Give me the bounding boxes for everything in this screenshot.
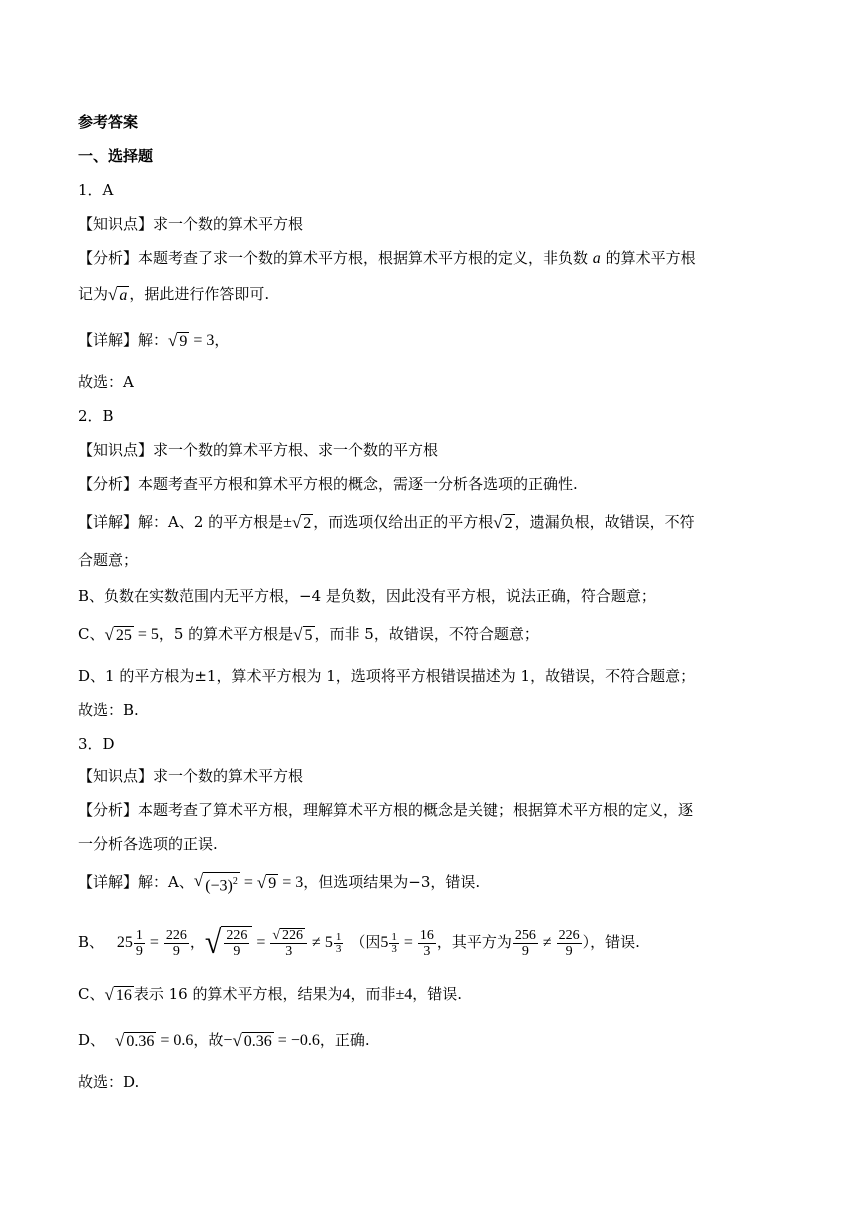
not-equal-2: ≠ [538, 934, 556, 951]
paren-open: （因 [350, 933, 381, 951]
q3-a-eq: = [239, 874, 257, 892]
q1-detail-label: 【详解】解： [78, 331, 169, 349]
q2-c-text: ，5 的算术平方根是 [158, 625, 294, 643]
q1-analysis-var: a [592, 250, 601, 267]
fraction-256-9: $\frac{256}{9}$ [514, 927, 536, 959]
q2-c-result: = 5 [133, 626, 159, 643]
q2-number: 2．B [78, 407, 114, 425]
q3-c-text: 表示 16 的算术平方根，结果为 [133, 985, 343, 1003]
q3-d-label: D、 [78, 1031, 106, 1049]
sqrt-fraction-226-9: √ $\frac{226}{9}$ [205, 926, 252, 960]
eq-sign-2: = [252, 934, 270, 951]
q2-detail-line2: 合题意； [78, 551, 139, 569]
q3-option-b [78, 922, 640, 963]
q3-c-value: 4 [342, 986, 351, 1003]
fraction-1-9: $\frac{1}{9}$ [135, 927, 143, 959]
fraction-1-3-b: $\frac{1}{3}$ [391, 930, 397, 955]
q1-analysis-line2 [78, 284, 269, 304]
q3-b-end: ），错误. [582, 933, 640, 951]
mixed-whole: 25 [116, 934, 133, 951]
square-text: ，其平方为 [436, 933, 512, 951]
fraction-1-3: $\frac{1}{3}$ [335, 930, 342, 955]
q1-analysis-text-a: 【分析】本题考查了求一个数的算术平方根，根据算术平方根的定义，非负数 [78, 249, 589, 267]
q3-option-c [78, 984, 462, 1005]
not-equal: ≠ 5 [308, 934, 333, 951]
q2-analysis: 【分析】本题考查平方根和算术平方根的概念，需逐一分析各选项的正确性. [78, 475, 578, 493]
q2-option-c [78, 624, 539, 645]
q2-knowledge: 【知识点】求一个数的算术平方根、求一个数的平方根 [78, 441, 439, 459]
q3-option-d [78, 1030, 370, 1051]
fraction-226-9: $\frac{226}{9}$ [165, 927, 187, 959]
q1-analysis-text-b: 的算术平方根 [605, 249, 696, 267]
q3-c-end: ，错误. [412, 985, 463, 1003]
section-heading: 一、选择题 [78, 147, 154, 165]
q3-analysis-line2: 一分析各选项的正误. [78, 835, 218, 853]
fraction-sqrt226-3: √ 226 3 [270, 927, 307, 958]
q1-detail-result: = 3 [189, 332, 215, 349]
mixed-whole-5: 5 [380, 934, 389, 951]
q1-knowledge: 【知识点】求一个数的算术平方根 [78, 215, 304, 233]
q3-a-label: 【详解】解：A、 [78, 873, 194, 892]
sqrt-a: √ a [108, 285, 128, 304]
q2-choice: 故选：B. [78, 701, 139, 719]
fraction-16-3: $\frac{16}{3}$ [419, 927, 434, 959]
sqrt-neg3-squared: √ $(-3)^2$ [193, 871, 238, 895]
sqrt-2-positive: √ 2 [493, 513, 513, 532]
sqrt-9-b: √ 9 [256, 873, 277, 893]
q3-c-label: C、 [78, 985, 105, 1003]
sqrt-16: √ 16 [104, 985, 132, 1004]
q3-b-label: B、 [78, 933, 105, 951]
q3-choice: 故选：D. [78, 1073, 140, 1091]
eq-sign-3: = [399, 934, 417, 951]
q2-detail [78, 512, 695, 533]
q3-d-result: = 0.6 [156, 1032, 194, 1049]
q3-number: 3．D [78, 735, 115, 753]
sqrt-0-36-b: √ 0.36 [232, 1031, 272, 1050]
q1-number: 1．A [78, 181, 114, 199]
sqrt-9: √ 9 [168, 331, 188, 350]
q3-c-pm: ±4 [395, 986, 413, 1003]
q1-detail [78, 330, 229, 351]
comma: ， [189, 933, 205, 951]
fraction-226-9-b: $\frac{226}{9}$ [558, 927, 580, 959]
plus-minus: ± [283, 514, 292, 531]
q2-detail-text-a: 【详解】解：A、2 的平方根是 [78, 513, 284, 531]
answer-heading: 参考答案 [78, 113, 139, 131]
sqrt-25: √ 25 [104, 625, 132, 644]
q3-option-a [78, 872, 480, 894]
minus-sign: − [223, 1032, 233, 1049]
eq-sign: = [145, 934, 163, 951]
q3-d-result-2: = −0.6 [273, 1032, 320, 1049]
q1-analysis2-text-a: 记为 [78, 285, 109, 303]
q2-c-label: C、 [78, 625, 105, 643]
q3-analysis: 【分析】本题考查了算术平方根，理解算术平方根的概念是关键；根据算术平方根的定义，逐 [78, 801, 694, 819]
q2-detail-text-b: ，而选项仅给出正的平方根 [313, 513, 494, 531]
q2-option-b: B、负数在实数范围内无平方根，−4 是负数，因此没有平方根，说法正确，符合题意； [78, 587, 656, 605]
q1-analysis [78, 248, 696, 269]
q2-detail-text-c: ，遗漏负根，故错误，不符 [514, 513, 695, 531]
sqrt-5: √ 5 [293, 625, 313, 644]
q3-knowledge: 【知识点】求一个数的算术平方根 [78, 767, 304, 785]
q2-option-d: D、1 的平方根为±1，算术平方根为 1，选项将平方根错误描述为 1，故错误，不符合题意； [78, 667, 696, 685]
q3-d-text: ，故 [193, 1031, 224, 1049]
q1-detail-comma: ， [214, 331, 230, 349]
q1-choice: 故选：A [78, 373, 134, 391]
q3-d-end: ，正确. [319, 1031, 370, 1049]
q2-c-text-end: ，而非 5，故错误，不符合题意； [314, 625, 539, 643]
q1-analysis2-text-b: ，据此进行作答即可. [129, 285, 270, 303]
sqrt-0-36: √ 0.36 [115, 1031, 155, 1050]
q3-a-result: = 3 [278, 874, 304, 892]
sqrt-2: √ 2 [291, 513, 312, 532]
q3-a-text: ，但选项结果为−3，错误. [303, 873, 481, 892]
q3-c-text2: ，而非 [350, 985, 396, 1003]
